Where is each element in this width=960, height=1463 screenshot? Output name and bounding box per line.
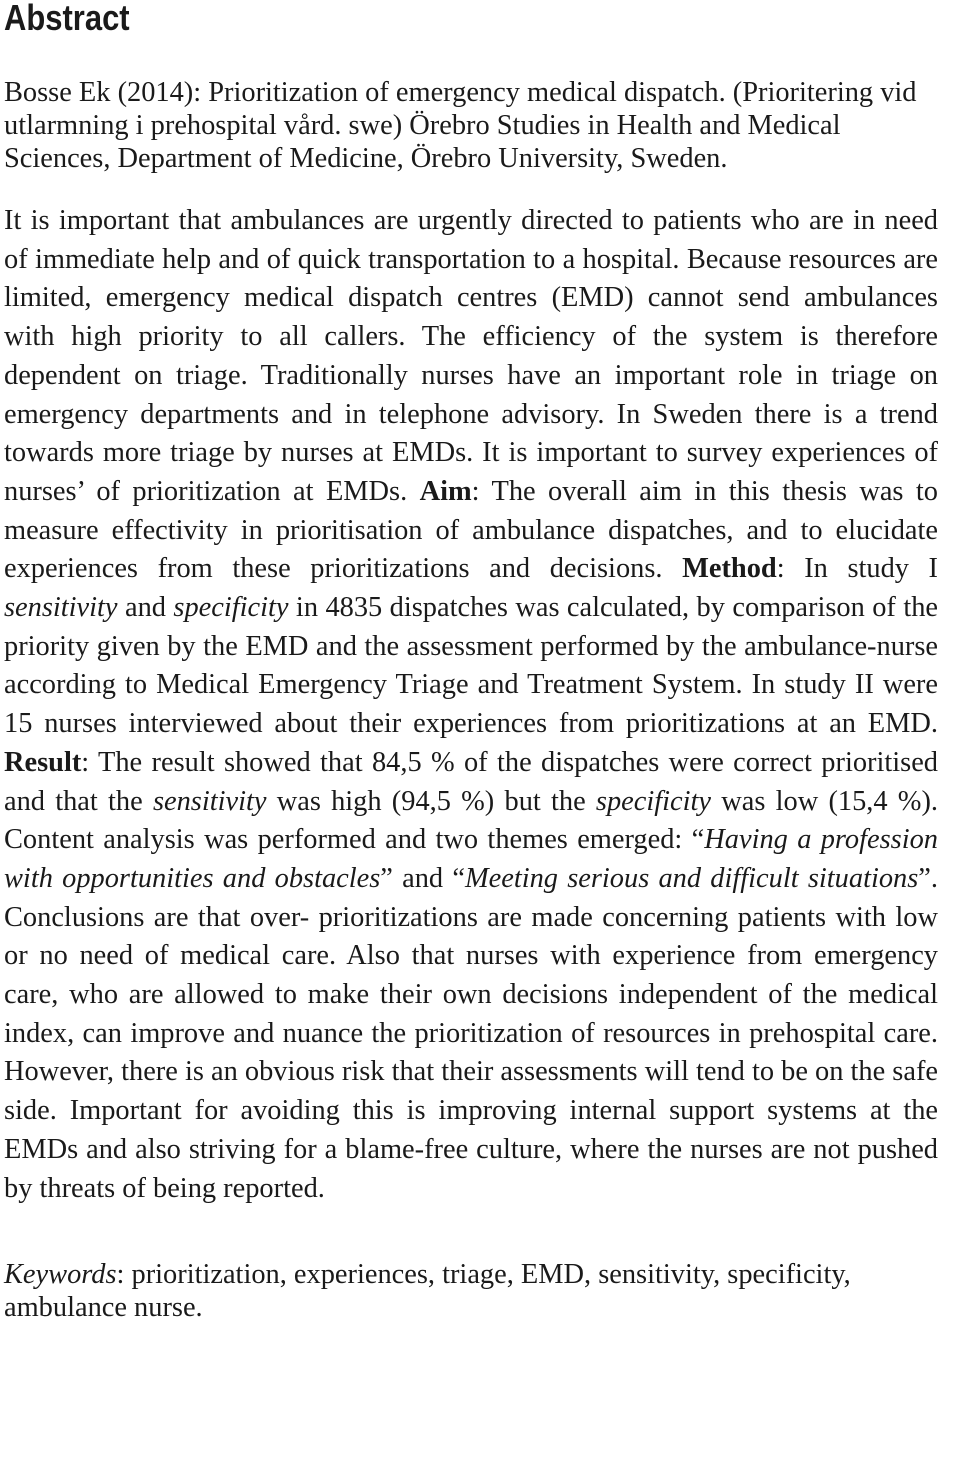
method-text: : In study I — [776, 553, 939, 585]
page-title: Abstract — [4, 0, 130, 38]
result-text: ” and “ — [380, 862, 465, 894]
theme-one: Having a profession with opportunities and obstacles — [4, 824, 938, 894]
aim-text: : The overall aim in this thesis was to measure effectivity in prioritisation of ambulance dispatches, and to elucidate experiences from these prioritizations and decisions. — [4, 475, 938, 585]
conclusion-text: ”. Conclusions are that over- prioritizations are made concerning patients with low or no need of medical care. Also that nurses with experience from emergency care, who are allowed to make their own decisions independent of the medical index, can improve and nuance the prioritization of resources in prehospital care. However, there is an obvious risk that their assessments will tend to be on the safe side. Important for avoiding this is improving internal support systems at the EMDs and also striving for a blame-free culture, where the nurses are not pushed by threats of being reported. — [4, 862, 938, 1204]
abstract-page — [4, 0, 938, 1324]
result-sensitivity: sensitivity — [152, 785, 267, 817]
aim-label: Aim — [419, 475, 472, 507]
keywords — [4, 1258, 938, 1324]
keywords-label: Keywords — [4, 1259, 117, 1291]
citation: Bosse Ek (2014): Prioritization of emergency medical dispatch. (Prioritering vid utlarmning i prehospital vård. swe) Örebro Studies in Health and Medical Sciences, Department of Medicine, Örebro University, Sweden. — [4, 77, 917, 174]
method-text: in 4835 dispatches was calculated, by comparison of the priority given by the EMD and the assessment performed by the ambulance-nurse according to Medical Emergency Triage and Treatment System. In study II were 15 nurses interviewed about their experiences from prioritizations at an EMD. — [4, 592, 939, 740]
result-specificity: specificity — [595, 785, 712, 817]
method-label: Method — [682, 553, 777, 585]
term-specificity: specificity — [173, 592, 289, 624]
result-text: : The result showed that 84,5 % of the dispatches were correct prioritised and that the — [4, 746, 938, 817]
method-text: and — [117, 592, 174, 624]
result-label: Result — [4, 746, 82, 778]
term-sensitivity: sensitivity — [4, 592, 118, 624]
abstract-body — [4, 202, 938, 1208]
result-text: was low (15,4 %). Content analysis was performed and two themes emerged: “ — [4, 785, 939, 856]
intro-text: It is important that ambulances are urgently directed to patients who are in need of immediate help and of quick transportation to a hospital. Because resources are limited, emergency medical dispatch centres (EMD) cannot send ambulances with high priority to all callers. The efficiency of the system is therefore dependent on triage. Traditionally nurses have an important role in triage on emergency departments and in telephone advisory. In Sweden there is a trend towards more triage by nurses at EMDs. It is important to survey experiences of nurses’ of prioritization at EMDs. — [4, 205, 938, 507]
theme-two: Meeting serious and difficult situations — [464, 862, 919, 894]
keywords-text: : prioritization, experiences, triage, EMD, sensitivity, specificity, ambulance nurse. — [4, 1259, 851, 1324]
result-text: was high (94,5 %) but the — [266, 785, 596, 817]
